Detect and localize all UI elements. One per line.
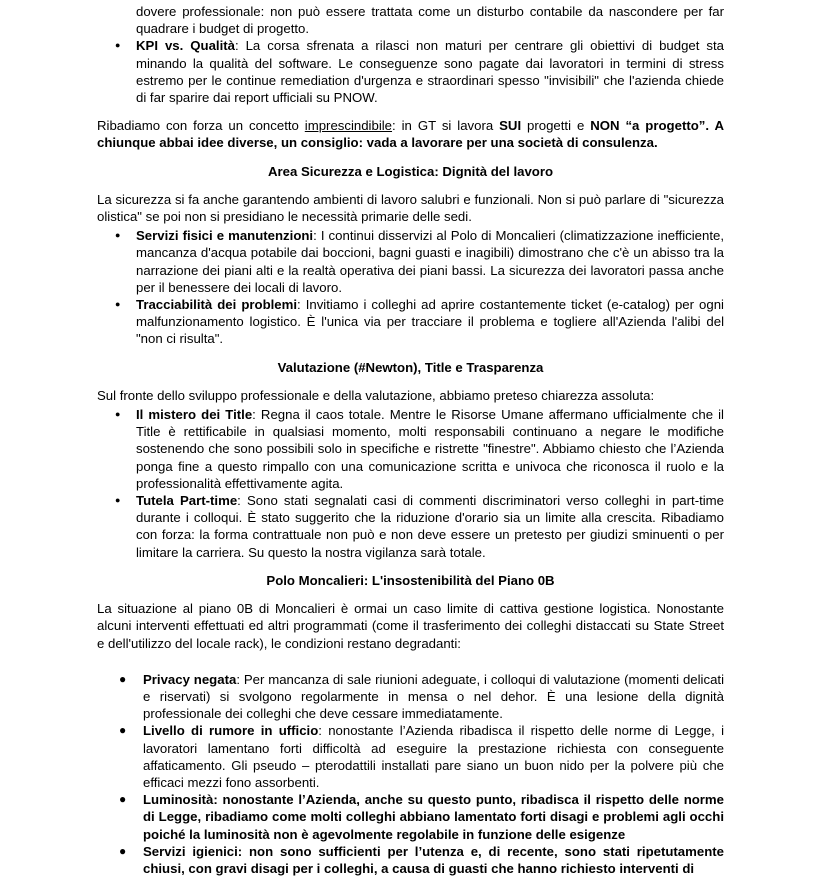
bullet-icon: ● bbox=[119, 671, 127, 686]
bullet-icon: ● bbox=[115, 409, 121, 420]
list-item-text bbox=[143, 722, 724, 791]
list-item-text bbox=[136, 37, 724, 106]
text-run: SUI bbox=[499, 118, 522, 134]
bullet-list bbox=[97, 227, 724, 347]
bullet-icon: ● bbox=[115, 40, 121, 51]
text-run: Area Sicurezza e Logistica: Dignità del lavoro bbox=[267, 163, 554, 179]
document-page bbox=[97, 3, 724, 888]
text-run: Tracciabilità dei problemi bbox=[136, 297, 298, 313]
list-item-text bbox=[136, 406, 724, 492]
bullet-list bbox=[97, 671, 724, 877]
text-run: Il mistero dei Title bbox=[136, 407, 253, 423]
text-run: imprescindibile bbox=[304, 118, 393, 134]
list-item bbox=[97, 406, 724, 492]
text-run: La situazione al piano 0B di Moncalieri è ormai un caso limite di cattiva gestione logistica. Nonostante alcuni interventi effettuati ed altri programmati (come il trasferimento dei colleghi distaccati su State Street e dell'utilizzo del locale rack), le condizioni restano degradanti: bbox=[97, 601, 724, 651]
list-item bbox=[97, 296, 724, 348]
list-item-text bbox=[136, 492, 724, 561]
list-item-text bbox=[143, 791, 724, 843]
paragraph bbox=[97, 191, 724, 225]
text-run: progetti e bbox=[521, 118, 591, 134]
bullet-icon: ● bbox=[115, 495, 121, 506]
text-run: : in GT si lavora bbox=[392, 118, 500, 134]
section-heading bbox=[97, 572, 724, 589]
list-item-text bbox=[136, 227, 724, 296]
paragraph bbox=[97, 117, 724, 151]
list-item-continuation bbox=[97, 3, 724, 37]
list-item-text bbox=[136, 296, 724, 348]
list-item bbox=[97, 791, 724, 843]
bullet-icon: ● bbox=[119, 843, 127, 858]
text-run: : Per mancanza di sale riunioni adeguate, i colloqui di valutazione (momenti delicati e riservati) si svolgono regolarmente in mensa o nel dehor. È una lesione della dignità professionale dei colleghi che deve cessare immediatamente. bbox=[143, 671, 724, 722]
text-run: Valutazione (#Newton), Title e Trasparenza bbox=[277, 359, 544, 375]
list-item-text bbox=[143, 671, 724, 723]
text-run: Tutela Part-time bbox=[136, 493, 238, 509]
text-run: Livello di rumore in ufficio bbox=[143, 723, 319, 739]
text-run: : nonostante l’Azienda ribadisca il rispetto delle norme di Legge, i lavoratori lamentano forti difficoltà ad eseguire la prestazione richiesta con conseguente affaticamento. Gli pseudo – pterodattili installati pare siano un buon nido per la polvere più che efficaci mezzi fono assorbenti. bbox=[143, 723, 725, 790]
text-run: Servizi fisici e manutenzioni bbox=[136, 228, 314, 244]
list-item bbox=[97, 722, 724, 791]
paragraph bbox=[97, 600, 724, 652]
bullet-icon: ● bbox=[115, 230, 121, 241]
bullet-icon: ● bbox=[115, 299, 121, 310]
section-heading bbox=[97, 163, 724, 180]
bullet-list bbox=[97, 3, 724, 106]
text-run: : Regna il caos totale. Mentre le Risorse Umane affermano ufficialmente che il Title è rettificabile in qualsiasi momento, molti responsabili continuano a negare le modifiche sostenendo che sono possibili solo in specifiche e ristrette "finestre". Abbiamo chiesto che l’Azienda ponga fine a questo rimpallo con una comunicazione scritta e univoca che riconosca il ruolo e la professionalità effettivamente agita. bbox=[136, 407, 724, 491]
list-item bbox=[97, 37, 724, 106]
text-run: KPI vs. Qualità bbox=[136, 38, 235, 54]
list-item bbox=[97, 843, 724, 877]
text-run: La sicurezza si fa anche garantendo ambienti di lavoro salubri e funzionali. Non si può parlare di "sicurezza olistica" se poi non si presidiano le necessità primarie delle sedi. bbox=[97, 191, 724, 225]
text-run: NON “a progetto”. A chiunque abbai idee diverse, un consiglio: vada a lavorare per una società di consulenza. bbox=[97, 118, 724, 151]
blank-line bbox=[97, 654, 724, 671]
list-item bbox=[97, 227, 724, 296]
text-run: : Sono stati segnalati casi di commenti discriminatori verso colleghi in part-time durante i colloqui. È stato suggerito che la riduzione d'orario sia un limite alla crescita. Ribadiamo con forza: la forma contrattuale non può e non deve essere un pretesto per giudizi sminuenti o per limitare la carriera. Su questo la nostra vigilanza sarà totale. bbox=[136, 493, 724, 560]
list-item-text bbox=[143, 843, 724, 877]
list-item bbox=[97, 671, 724, 723]
text-run: Luminosità: nonostante l’Azienda, anche su questo punto, ribadisca il rispetto delle norme di Legge, ribadiamo come molti colleghi abbiano lamentato forti disagi e problemi agli occhi poiché la luminosità non è agevolmente regolabile in funzione delle esigenze bbox=[143, 792, 724, 842]
text-run: Servizi igienici: non sono sufficienti per l’utenza e, di recente, sono stati ripetutamente chiusi, con gravi disagi per i colleghi, a causa di guasti che hanno richiesto interventi di bbox=[143, 843, 724, 876]
paragraph bbox=[97, 387, 724, 404]
text-run: Ribadiamo con forza un concetto bbox=[97, 118, 305, 134]
text-run: Sul fronte dello sviluppo professionale e della valutazione, abbiamo preteso chiarezza assoluta: bbox=[97, 387, 655, 403]
text-run: : La corsa sfrenata a rilasci non maturi per centrare gli obiettivi di budget sta minando la qualità del software. Le conseguenze sono pagate dai lavoratori in termini di stress estremo per le continue remediation d'urgenza e straordinari spesso "invisibili" che l'azienda chiede di far sparire dai report ufficiali su PNOW. bbox=[136, 38, 724, 106]
bullet-icon: ● bbox=[119, 792, 127, 807]
list-item bbox=[97, 492, 724, 561]
bullet-icon: ● bbox=[119, 723, 127, 738]
list-item-text bbox=[136, 3, 724, 37]
bullet-list bbox=[97, 406, 724, 561]
text-run: Polo Moncalieri: L'insostenibilità del Piano 0B bbox=[266, 572, 555, 588]
text-run: : I continui disservizi al Polo di Moncalieri (climatizzazione inefficiente, mancanza d'acqua potabile dai boccioni, bagni guasti e inagibili) dimostrano che c'è un abisso tra la narrazione dei piani alti e la realtà operativa dei piani bassi. La sicurezza dei lavoratori passa anche per il benessere dei locali di lavoro. bbox=[136, 228, 724, 295]
text-run: dovere professionale: non può essere trattata come un disturbo contabile da nascondere per far quadrare i budget di progetto. bbox=[136, 4, 724, 37]
section-heading bbox=[97, 359, 724, 376]
document-body bbox=[97, 3, 724, 877]
text-run: : Invitiamo i colleghi ad aprire costantemente ticket (e-catalog) per ogni malfunzionamento logistico. È l'unica via per tracciare il problema e togliere all'Azienda l'alibi del "non ci risulta". bbox=[136, 297, 724, 347]
text-run: Privacy negata bbox=[143, 671, 237, 687]
